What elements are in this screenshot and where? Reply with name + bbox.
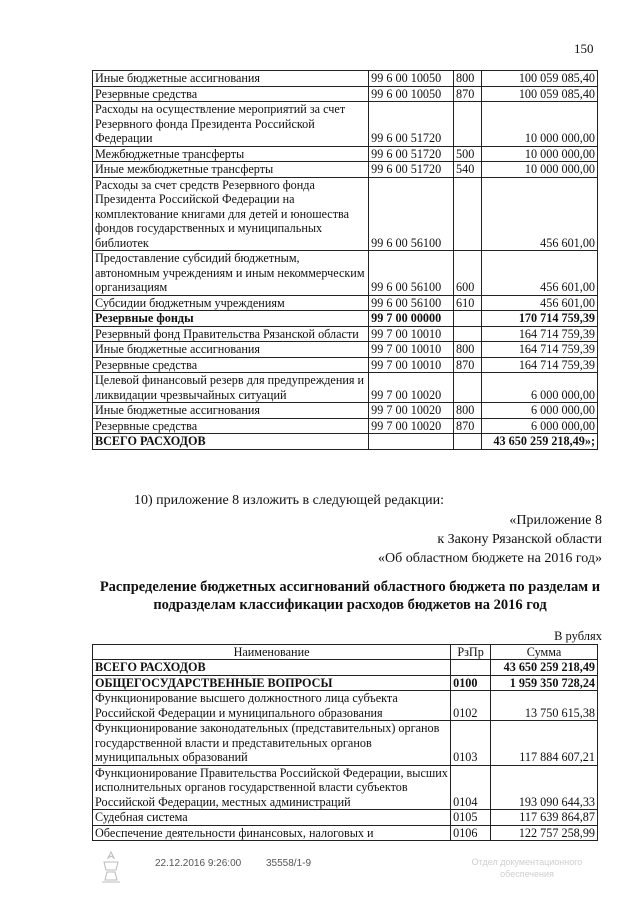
page-number: 150 bbox=[574, 41, 594, 56]
row-code: 99 7 00 00000 bbox=[369, 311, 454, 327]
row-code: 99 7 00 10010 bbox=[369, 326, 454, 342]
table-row bbox=[93, 311, 598, 327]
empty-cell bbox=[369, 434, 454, 450]
row-rzpr: 0103 bbox=[451, 721, 491, 766]
row-vr bbox=[454, 373, 482, 403]
table-row bbox=[93, 342, 598, 358]
table-row bbox=[93, 660, 598, 676]
stamp-icon bbox=[98, 850, 124, 886]
footer-doc-id: 35558/1-9 bbox=[265, 858, 312, 869]
row-code: 99 6 00 56100 bbox=[369, 295, 454, 311]
row-vr: 870 bbox=[454, 86, 482, 102]
row-name: Иные бюджетные ассигнования bbox=[93, 403, 369, 419]
total-sum: 43 650 259 218,49»; bbox=[482, 434, 598, 450]
row-sum: 456 601,00 bbox=[482, 177, 598, 251]
row-name: Межбюджетные трансферты bbox=[93, 146, 369, 162]
total-label: ВСЕГО РАСХОДОВ bbox=[93, 434, 369, 450]
row-vr: 500 bbox=[454, 146, 482, 162]
row-vr: 540 bbox=[454, 162, 482, 178]
table-row bbox=[93, 102, 598, 147]
row-name: Резервные фонды bbox=[93, 311, 369, 327]
row-name: Иные межбюджетные трансферты bbox=[93, 162, 369, 178]
row-vr: 610 bbox=[454, 295, 482, 311]
appendix-header bbox=[378, 511, 602, 568]
row-code: 99 7 00 10010 bbox=[369, 342, 454, 358]
row-sum: 6 000 000,00 bbox=[482, 403, 598, 419]
row-code: 99 6 00 56100 bbox=[369, 177, 454, 251]
table-row bbox=[93, 403, 598, 419]
watermark-line-2: обеспечения bbox=[500, 869, 554, 879]
row-rzpr: 0105 bbox=[451, 810, 491, 826]
row-rzpr: 0100 bbox=[451, 675, 491, 691]
row-name: Целевой финансовый резерв для предупреждения и ликвидации чрезвычайных ситуаций bbox=[93, 373, 369, 403]
row-code: 99 7 00 10020 bbox=[369, 403, 454, 419]
row-code: 99 6 00 56100 bbox=[369, 251, 454, 296]
row-sum: 164 714 759,39 bbox=[482, 357, 598, 373]
row-name: Функционирование высшего должностного лица субъекта Российской Федерации и муниципального образования bbox=[93, 691, 451, 721]
table-row bbox=[93, 825, 598, 841]
table-header-row bbox=[93, 645, 598, 660]
row-name: Функционирование Правительства Российской Федерации, высших исполнительных органов государственной власти субъектов Российской Федерации, местных администраций bbox=[93, 765, 451, 810]
row-code: 99 7 00 10010 bbox=[369, 357, 454, 373]
row-name: Резервные средства bbox=[93, 86, 369, 102]
row-sum: 6 000 000,00 bbox=[482, 373, 598, 403]
table-row bbox=[93, 162, 598, 178]
row-code: 99 6 00 51720 bbox=[369, 162, 454, 178]
appendix-line-1: «Приложение 8 bbox=[509, 513, 602, 528]
table-row bbox=[93, 146, 598, 162]
table-row bbox=[93, 721, 598, 766]
table-row bbox=[93, 357, 598, 373]
footer bbox=[155, 858, 333, 869]
row-rzpr: 0104 bbox=[451, 765, 491, 810]
table-row bbox=[93, 71, 598, 87]
row-sum: 170 714 759,39 bbox=[482, 311, 598, 327]
row-code: 99 6 00 51720 bbox=[369, 102, 454, 147]
row-vr bbox=[454, 326, 482, 342]
row-code: 99 6 00 10050 bbox=[369, 86, 454, 102]
row-sum: 456 601,00 bbox=[482, 251, 598, 296]
row-vr bbox=[454, 311, 482, 327]
row-name: Судебная система bbox=[93, 810, 451, 826]
row-vr bbox=[454, 102, 482, 147]
row-name: Обеспечение деятельности финансовых, налоговых и bbox=[93, 825, 451, 841]
row-sum: 6 000 000,00 bbox=[482, 418, 598, 434]
row-name: Резервные средства bbox=[93, 418, 369, 434]
row-rzpr bbox=[451, 660, 491, 676]
document-title: Распределение бюджетных ассигнований областного бюджета по разделам и подразделам классификации расходов бюджетов на 2016 год bbox=[99, 579, 601, 613]
table-row bbox=[93, 675, 598, 691]
table-row bbox=[93, 295, 598, 311]
row-name: Расходы на осуществление мероприятий за счет Резервного фонда Президента Российской Федерации bbox=[93, 102, 369, 147]
row-sum: 122 757 258,99 bbox=[491, 825, 598, 841]
row-sum: 10 000 000,00 bbox=[482, 162, 598, 178]
row-code: 99 6 00 51720 bbox=[369, 146, 454, 162]
row-sum: 456 601,00 bbox=[482, 295, 598, 311]
row-vr bbox=[454, 177, 482, 251]
units-label: В рублях bbox=[554, 629, 602, 643]
row-name: Иные бюджетные ассигнования bbox=[93, 71, 369, 87]
row-sum: 1 959 350 728,24 bbox=[491, 675, 598, 691]
row-vr: 870 bbox=[454, 418, 482, 434]
table-row bbox=[93, 177, 598, 251]
budget-table-targets bbox=[92, 70, 598, 450]
row-vr: 870 bbox=[454, 357, 482, 373]
row-name: Резервный фонд Правительства Рязанской области bbox=[93, 326, 369, 342]
footer-date: 22.12.2016 9:26:00 bbox=[155, 858, 242, 869]
row-code: 99 7 00 10020 bbox=[369, 373, 454, 403]
row-name: Резервные средства bbox=[93, 357, 369, 373]
row-name: Субсидии бюджетным учреждениям bbox=[93, 295, 369, 311]
amendment-line: 10) приложение 8 изложить в следующей редакции: bbox=[134, 493, 444, 508]
row-name: Предоставление субсидий бюджетным, автономным учреждениям и иным некоммерческим организациям bbox=[93, 251, 369, 296]
row-name: Расходы за счет средств Резервного фонда Президента Российской Федерации на комплектование книгами для детей и юношества фондов государственных и муниципальных библиотек bbox=[93, 177, 369, 251]
row-sum: 117 639 864,87 bbox=[491, 810, 598, 826]
table-row bbox=[93, 810, 598, 826]
empty-cell bbox=[454, 434, 482, 450]
watermark bbox=[452, 856, 602, 880]
row-name: ВСЕГО РАСХОДОВ bbox=[93, 660, 451, 676]
row-sum: 10 000 000,00 bbox=[482, 146, 598, 162]
row-vr: 600 bbox=[454, 251, 482, 296]
appendix-line-2: к Закону Рязанской области bbox=[437, 532, 602, 547]
row-rzpr: 0102 bbox=[451, 691, 491, 721]
row-sum: 10 000 000,00 bbox=[482, 102, 598, 147]
row-code: 99 6 00 10050 bbox=[369, 71, 454, 87]
row-vr: 800 bbox=[454, 403, 482, 419]
row-sum: 164 714 759,39 bbox=[482, 342, 598, 358]
row-name: Функционирование законодательных (представительных) органов государственной власти и представительных органов муниципальных образований bbox=[93, 721, 451, 766]
table-row bbox=[93, 251, 598, 296]
appendix-line-3: «Об областном бюджете на 2016 год» bbox=[378, 551, 602, 566]
row-sum: 193 090 644,33 bbox=[491, 765, 598, 810]
table-row bbox=[93, 326, 598, 342]
table-row bbox=[93, 691, 598, 721]
table-row bbox=[93, 418, 598, 434]
table-row bbox=[93, 373, 598, 403]
row-code: 99 7 00 10020 bbox=[369, 418, 454, 434]
row-vr: 800 bbox=[454, 342, 482, 358]
row-sum: 13 750 615,38 bbox=[491, 691, 598, 721]
row-sum: 164 714 759,39 bbox=[482, 326, 598, 342]
total-row bbox=[93, 434, 598, 450]
row-rzpr: 0106 bbox=[451, 825, 491, 841]
row-vr: 800 bbox=[454, 71, 482, 87]
watermark-line-1: Отдел документационного bbox=[471, 857, 583, 867]
row-sum: 100 059 085,40 bbox=[482, 71, 598, 87]
table-row bbox=[93, 765, 598, 810]
row-sum: 100 059 085,40 bbox=[482, 86, 598, 102]
budget-table-sections bbox=[92, 644, 598, 841]
header-name: Наименование bbox=[93, 645, 451, 660]
row-sum: 43 650 259 218,49 bbox=[491, 660, 598, 676]
row-name: ОБЩЕГОСУДАРСТВЕННЫЕ ВОПРОСЫ bbox=[93, 675, 451, 691]
row-name: Иные бюджетные ассигнования bbox=[93, 342, 369, 358]
row-sum: 117 884 607,21 bbox=[491, 721, 598, 766]
header-rzpr: РзПр bbox=[451, 645, 491, 660]
header-sum: Сумма bbox=[491, 645, 598, 660]
table-row bbox=[93, 86, 598, 102]
